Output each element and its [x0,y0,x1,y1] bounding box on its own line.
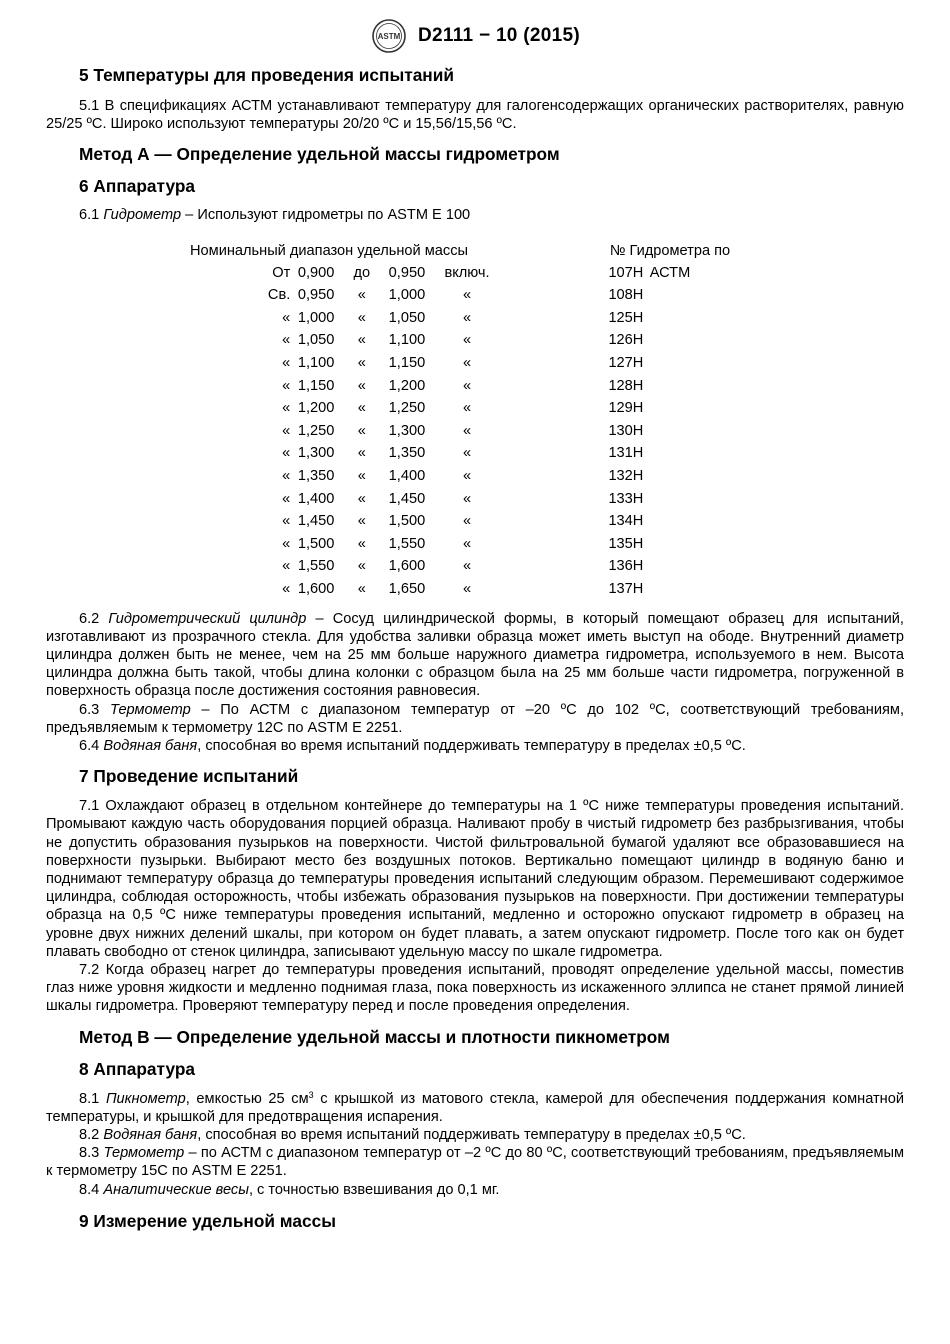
range-prefix: « [282,558,291,575]
range-inclusive: « [462,580,472,597]
table-row [190,510,750,533]
range-inclusive: « [462,558,472,575]
hydrometer-number: 132H [608,467,644,484]
range-inclusive: « [462,400,472,417]
range-to-word: « [357,558,366,575]
section-7-title: 7 Проведение испытаний [79,766,299,787]
range-inclusive: « [462,287,472,304]
table-row [190,465,750,488]
range-from: 1,550 [297,558,335,575]
paragraph-8-3: 8.3 Термометр – по АСТМ с диапазоном температур от –2 ºС до 80 ºС, соответствующий требованиям, предъявляемым к термометру 15С по ASTM E 2251. [46,1145,904,1180]
range-prefix: « [282,490,291,507]
document-body [46,64,904,1232]
paragraph-6-3: 6.3 Термометр – По АСТМ с диапазоном температур от –20 ºС до 102 ºС, соответствующий требованиям, предъявляемым к термометру 12С по ASTM E 2251. [46,701,905,736]
range-prefix: « [282,467,291,484]
range-to-word: « [357,377,366,394]
table-row [190,375,750,398]
column-header-range: Номинальный диапазон удельной массы [190,242,468,259]
range-to: 0,950 [388,264,426,281]
paragraph-7-2: 7.2 Когда образец нагрет до температуры проведения испытаний, проводят определение удельной массы, поместив глаз ниже уровня жидкости и медленно поднимая глаза, пока поверхность из искаженного эллипса не станет прямой линией шкалы гидрометра. Проверяют температуру перед и после проведения определения. [46,961,904,1015]
hydrometer-number: 126H [608,332,644,349]
range-inclusive: « [462,445,472,462]
paragraph-5-1: 5.1 В спецификациях АСТМ устанавливают температуру для галогенсодержащих органических растворителях, равную 25/25 ºС. Широко используют температуры 20/20 ºС и 15,56/15,56 ºС. [46,98,904,133]
section-9-title: 9 Измерение удельной массы [79,1210,336,1231]
range-to: 1,300 [388,422,426,439]
method-a-title: Метод А — Определение удельной массы гидрометром [79,144,560,165]
range-inclusive: « [462,490,472,507]
range-to-word: « [357,400,366,417]
range-to: 1,350 [388,445,426,462]
range-from: 1,400 [297,490,335,507]
range-to-word: « [357,332,366,349]
range-inclusive: « [462,422,472,439]
hydrometer-number: 128H [608,377,644,394]
range-to: 1,450 [388,490,426,507]
table-row [190,555,750,578]
range-from: 1,600 [297,580,335,597]
range-to: 1,050 [388,309,426,326]
range-to-word: до [353,264,371,281]
page-header [0,18,950,54]
range-from: 1,350 [297,467,335,484]
logo-text: ASTM [377,32,401,41]
range-to-word: « [357,580,366,597]
range-from: 1,000 [297,309,335,326]
range-inclusive: « [462,467,472,484]
range-inclusive: « [462,354,472,371]
astm-logo-icon [370,18,408,54]
table-body [190,262,750,601]
paragraph-8-4: 8.4 Аналитические весы, с точностью взвешивания до 0,1 мг. [79,1181,500,1198]
range-to: 1,400 [388,467,426,484]
section-6-title: 6 Аппаратура [79,176,195,197]
range-from: 1,300 [297,445,335,462]
range-inclusive: включ. [444,264,490,281]
range-to: 1,200 [388,377,426,394]
hydrometer-number: 136H [608,558,644,575]
range-to: 1,600 [388,558,426,575]
table-row [190,352,750,375]
section-5-title: 5 Температуры для проведения испытаний [79,65,454,85]
range-to: 1,550 [388,535,426,552]
hydrometer-number: 107H [608,264,644,281]
range-prefix: « [282,445,291,462]
range-prefix: « [282,535,291,552]
table-row [190,442,750,465]
paragraph-6-2: 6.2 Гидрометрический цилиндр – Сосуд цилиндрической формы, в который помещают образец для испытаний, изготавливают из прозрачного стекла. Для удобства заливки образца может иметь выступ на ободе. Внутренний диаметр цилиндра должен быть не менее, чем на 25 мм больше наружного диаметра гидрометра, используемого в нем. Высота цилиндра должна быть такой, чтобы длина колонки с образцом была на 25 мм больше части гидрометра, погруженной в поверхность образца после достижения состояния равновесия. [46,610,904,700]
range-to: 1,500 [388,513,426,530]
hydrometer-number: 130H [608,422,644,439]
range-from: 1,200 [297,400,335,417]
hydrometer-number: 135H [608,535,644,552]
hydrometer-number: 127H [608,354,644,371]
range-prefix: « [282,354,291,371]
hydrometer-number: 133H [608,490,644,507]
range-from: 1,150 [297,377,335,394]
range-prefix: « [282,332,291,349]
range-inclusive: « [462,309,472,326]
section-8-title: 8 Аппаратура [79,1058,195,1079]
hydrometer-number: 134H [608,513,644,530]
hydrometer-number: 137H [608,580,644,597]
table-row [190,329,750,352]
range-from: 1,450 [297,513,335,530]
table-row [190,284,750,307]
paragraph-8-2: 8.2 Водяная баня, способная во время испытаний поддерживать температуру в пределах ±0,5 ºС. [79,1126,746,1143]
range-to-word: « [357,490,366,507]
range-from: 0,900 [297,264,335,281]
range-inclusive: « [462,513,472,530]
range-to-word: « [357,445,366,462]
range-to: 1,250 [388,400,426,417]
table-row [190,533,750,556]
hydrometer-number: 131H [608,445,644,462]
range-prefix: Св. [267,287,291,304]
hydrometer-number: 108H [608,287,644,304]
range-inclusive: « [462,332,472,349]
range-to: 1,650 [388,580,426,597]
hydrometer-number: 125H [608,309,644,326]
column-header-hydrometer: № Гидрометра по АСТМ [609,242,731,281]
range-to-word: « [357,513,366,530]
range-prefix: « [282,580,291,597]
document-code: D2111 − 10 (2015) [418,25,580,46]
range-prefix: « [282,377,291,394]
paragraph-8-1: 8.1 Пикнометр, емкостью 25 $см^3$ с крышкой из матового стекла, камерой для обеспечения поддержания комнатной температуры, и крышкой для предотвращения испарения. [46,1089,904,1125]
hydrometer-number: 129H [608,400,644,417]
range-to-word: « [357,354,366,371]
table-row [190,307,750,330]
hydrometer-table [190,240,750,601]
range-prefix: « [282,422,291,439]
range-to-word: « [357,422,366,439]
range-to-word: « [357,535,366,552]
range-to-word: « [357,287,366,304]
range-inclusive: « [462,535,472,552]
range-inclusive: « [462,377,472,394]
range-prefix: « [282,309,291,326]
range-from: 1,050 [297,332,335,349]
paragraph-6-4: 6.4 Водяная баня, способная во время испытаний поддерживать температуру в пределах ±0,5 ºС. [79,737,746,754]
table-row [190,262,750,285]
table-row [190,420,750,443]
range-from: 1,250 [297,422,335,439]
range-prefix: От [272,264,291,281]
paragraph-7-1: 7.1 Охлаждают образец в отдельном контейнере до температуры на 1 ºС ниже температуры проведения испытаний. Промывают каждую часть оборудования порцией образца. Наливают пробу в чистый гидрометр без разбрызгивания, чтобы не допустить образования пузырьков на поверхности. Чистой фильтровальной бумагой удаляют все образовавшиеся на поверхности пузырьки. Выбирают место без воздушных потоков. Вертикально помещают цилиндр в водяную баню и поднимают температуру образца до температуры проведения испытаний следующим образом. Перемешивают содержимое цилиндра, соблюдая осторожность, чтобы избежать образования пузырьков на поверхности. При достижении температуры образца на 0,5 ºС ниже температуры проведения испытаний, медленно и осторожно опускают гидрометр в образец на уровне двух нижних делений шкалы, при котором он будет плавать, а затем опускают гидрометр. После того как он будет плавать свободно от стенок цилиндра, записывают удельную массу по шкале гидрометра. [46,798,904,960]
range-to-word: « [357,309,366,326]
table-row [190,397,750,420]
range-from: 1,100 [297,354,335,371]
table-row [190,488,750,511]
table-row [190,578,750,601]
paragraph-6-1: 6.1 Гидрометр – Используют гидрометры по ASTM E 100 [79,207,471,224]
range-from: 1,500 [297,535,335,552]
range-prefix: « [282,400,291,417]
range-to-word: « [357,467,366,484]
range-prefix: « [282,513,291,530]
range-from: 0,950 [297,287,335,304]
range-to: 1,100 [388,332,426,349]
method-b-title: Метод В — Определение удельной массы и плотности пикнометром [79,1026,670,1047]
range-to: 1,000 [388,287,426,304]
range-to: 1,150 [388,354,426,371]
